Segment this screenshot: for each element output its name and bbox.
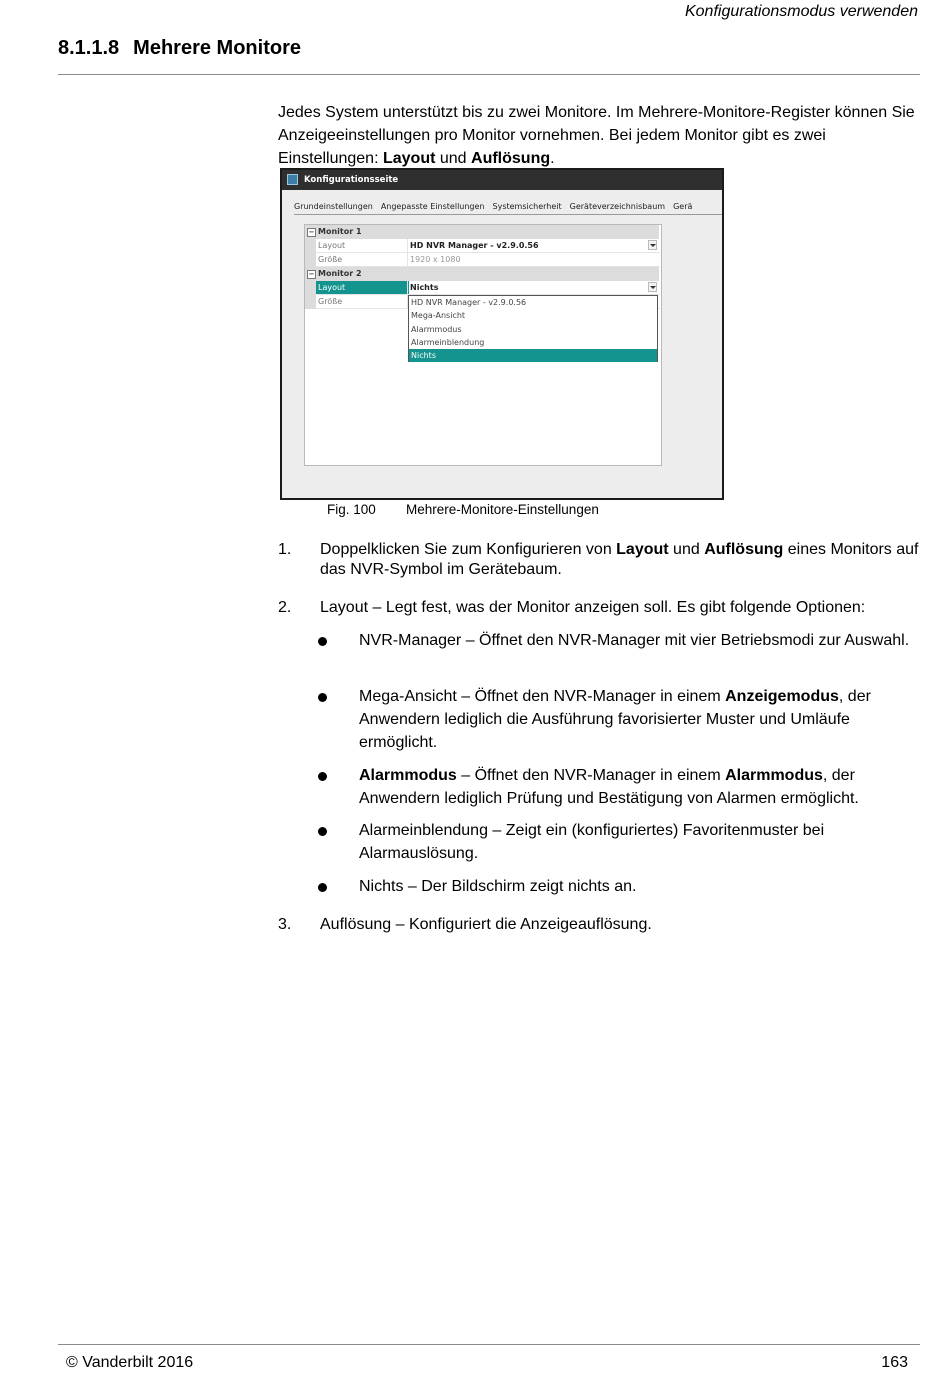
bullet-icon (318, 827, 327, 836)
option-hd-nvr-manager[interactable]: HD NVR Manager - v2.9.0.56 (411, 298, 527, 307)
step-3: 3. Auflösung – Konfiguriert die Anzeigeauflösung. (278, 916, 652, 933)
figure-caption (327, 502, 599, 517)
option-nichts[interactable]: Nichts (409, 349, 657, 362)
config-screenshot (280, 168, 724, 500)
running-header: Konfigurationsmodus verwenden (684, 3, 918, 20)
group-monitor-1[interactable]: − Monitor 1 (305, 225, 659, 239)
row-monitor2-layout[interactable]: Layout Nichts (305, 281, 659, 295)
bullet-mega-ansicht: Mega-Ansicht – Öffnet den NVR-Manager in einem Anzeigemodus, der Anwendern lediglich die Ausführung favorisierter Muster und Umläufe ermöglicht. (318, 685, 918, 754)
intro-paragraph: Jedes System unterstützt bis zu zwei Monitore. Im Mehrere-Monitore-Register können Sie Anzeigeeinstellungen pro Monitor vornehmen. Bei jedem Monitor gibt es zwei Einstellungen: Layout und Auflösung. (278, 104, 915, 167)
bullet-alarmeinblendung: Alarmeinblendung – Zeigt ein (konfiguriertes) Favoritenmuster bei Alarmauslösung. (318, 819, 918, 865)
window-title: Konfigurationsseite (304, 175, 399, 185)
tab-grundeinstellungen[interactable]: Grundeinstellungen (294, 202, 373, 211)
app-icon (287, 174, 298, 185)
figure-number: Fig. 100 (327, 502, 376, 517)
bullet-icon (318, 883, 327, 892)
term-aufloesung: Auflösung (471, 150, 551, 167)
window-titlebar (282, 170, 722, 190)
tab-truncated[interactable]: Gerä (673, 202, 693, 211)
section-heading (58, 37, 301, 60)
option-alarmmodus[interactable]: Alarmmodus (411, 324, 462, 334)
bullet-icon (318, 637, 327, 646)
layout-dropdown-list[interactable] (408, 295, 658, 362)
group-monitor-2[interactable]: − Monitor 2 (305, 267, 659, 281)
header-rule (58, 74, 920, 75)
section-number: 8.1.1.8 (58, 37, 120, 59)
property-grid (304, 224, 662, 466)
figure-title: Mehrere-Monitore-Einstellungen (406, 502, 599, 517)
option-alarmeinblendung[interactable]: Alarmeinblendung (411, 337, 485, 347)
bullet-icon (318, 693, 327, 702)
row-monitor1-size[interactable]: Größe 1920 x 1080 (305, 253, 659, 267)
term-layout: Layout (382, 150, 436, 167)
tab-bar (294, 200, 722, 215)
bullet-nichts: Nichts – Der Bildschirm zeigt nichts an. (318, 875, 918, 898)
bullet-nvr-manager: NVR-Manager – Öffnet den NVR-Manager mit vier Betriebsmodi zur Auswahl. (318, 629, 918, 675)
section-title: Mehrere Monitore (133, 37, 301, 59)
monitor1-layout-select[interactable]: HD NVR Manager - v2.9.0.56 (407, 239, 660, 253)
bullet-alarmmodus: Alarmmodus – Öffnet den NVR-Manager in einem Alarmmodus, der Anwendern lediglich Prüfung und Bestätigung von Alarmen ermöglicht. (318, 764, 918, 810)
monitor2-layout-select[interactable]: Nichts (407, 281, 660, 295)
footer-copyright: © Vanderbilt 2016 (66, 1354, 194, 1371)
collapse-icon[interactable]: − (308, 270, 315, 278)
bullet-icon (318, 772, 327, 781)
page-number: 163 (881, 1354, 908, 1371)
tab-geraeteverzeichnisbaum[interactable]: Geräteverzeichnisbaum (569, 202, 666, 211)
tab-systemsicherheit[interactable]: Systemsicherheit (492, 202, 562, 211)
dropdown-arrow-icon[interactable] (648, 240, 657, 250)
row-monitor1-layout[interactable]: Layout HD NVR Manager - v2.9.0.56 (305, 239, 659, 253)
tab-angepasste-einstellungen[interactable]: Angepasste Einstellungen (380, 202, 485, 211)
step-2: 2. Layout – Legt fest, was der Monitor anzeigen soll. Es gibt folgende Optionen: (278, 599, 866, 616)
footer-rule (58, 1344, 920, 1345)
step-1: 1. Doppelklicken Sie zum Konfigurieren von Layout und Auflösung eines Monitors auf das NVR-Symbol im Gerätebaum. (278, 541, 919, 578)
row-monitor2-size[interactable]: Größe (305, 295, 659, 309)
option-mega-ansicht[interactable]: Mega-Ansicht (411, 311, 466, 321)
dropdown-arrow-icon[interactable] (648, 282, 657, 292)
collapse-icon[interactable]: − (308, 228, 315, 236)
